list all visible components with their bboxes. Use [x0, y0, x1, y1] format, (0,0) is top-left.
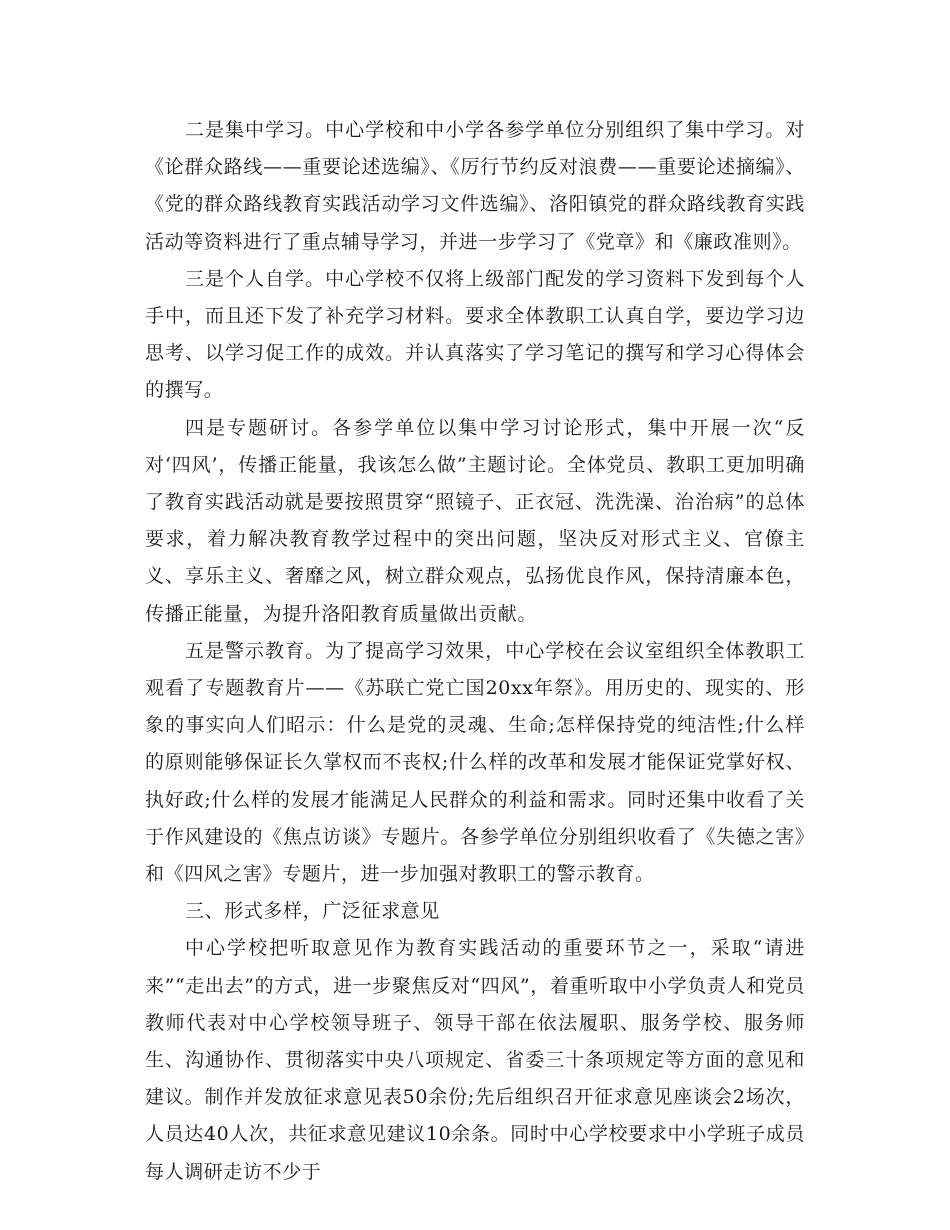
paragraph-topic-discussion: 四是专题研讨。各参学单位以集中学习讨论形式，集中开展一次“反对‘四风’，传播正能量，我该怎么做”主题讨论。全体党员、教职工更加明确了教育实践活动就是要按照贯穿“照镜子、正衣冠、洗洗澡、治治病”的总体要求，着力解决教育教学过程中的突出问题，坚决反对形式主义、官僚主义、享乐主义、奢靡之风，树立群众观点，弘扬优良作风，保持清廉本色，传播正能量，为提升洛阳教育质量做出贡献。: [145, 416, 805, 625]
paragraph-warning-education: 五是警示教育。为了提高学习效果，中心学校在会议室组织全体教职工观看了专题教育片——《苏联亡党亡国20xx年祭》。用历史的、现实的、形象的事实向人们昭示：什么是党的灵魂、生命;怎样保持党的纯洁性;什么样的原则能够保证长久掌权而不丧权;什么样的改革和发展才能保证党掌好权、执好政;什么样的发展才能满足人民群众的利益和需求。同时还集中收看了关于作风建设的《焦点访谈》专题片。各参学单位分别组织收看了《失德之害》和《四风之害》专题片，进一步加强对教职工的警示教育。: [145, 639, 805, 886]
paragraph-self-study: 三是个人自学。中心学校不仅将上级部门配发的学习资料下发到每个人手中，而且还下发了补充学习材料。要求全体教职工认真自学，要边学习边思考、以学习促工作的成效。并认真落实了学习笔记的撰写和学习心得体会的撰写。: [145, 267, 805, 402]
paragraph-centralized-study: 二是集中学习。中心学校和中小学各参学单位分别组织了集中学习。对《论群众路线——重要论述选编》、《厉行节约反对浪费——重要论述摘编》、《党的群众路线教育实践活动学习文件选编》、洛阳镇党的群众路线教育实践活动等资料进行了重点辅导学习，并进一步学习了《党章》和《廉政准则》。: [145, 119, 805, 253]
section-heading: 三、形式多样，广泛征求意见: [185, 900, 440, 923]
paragraph-soliciting-opinions: 中心学校把听取意见作为教育实践活动的重要环节之一，采取“请进来”“走出去”的方式，进一步聚焦反对“四风”，着重听取中小学负责人和党员教师代表对中心学校领导班子、领导干部在依法履职、服务学校、服务师生、沟通协作、贯彻落实中央八项规定、省委三十条项规定等方面的意见和建议。制作并发放征求意见表50余份;先后组织召开征求意见座谈会2场次，人员达40人次，共征求意见建议10余条。同时中心学校要求中小学班子成员每人调研走访不少于: [145, 937, 805, 1183]
document-page: [145, 112, 805, 1191]
